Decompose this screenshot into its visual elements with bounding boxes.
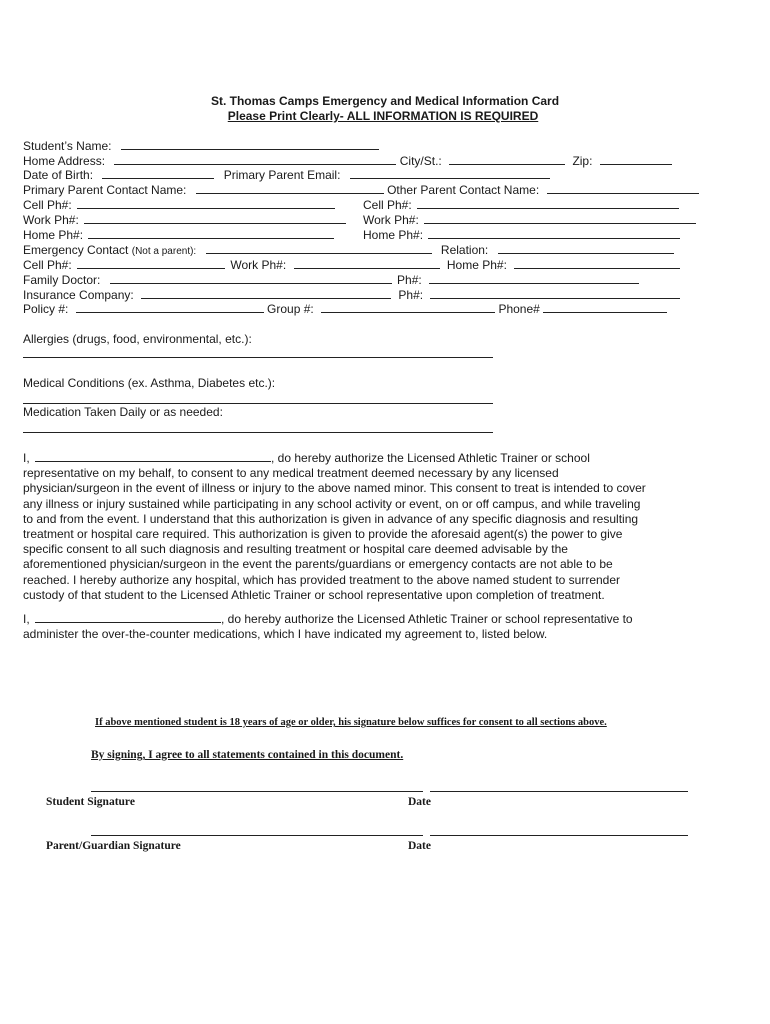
consent-line-9: reached. I hereby authorize any hospital, which has provided treatment to the above named student to surrender: [23, 572, 621, 587]
medication-field[interactable]: [23, 432, 493, 433]
cell-row: [23, 197, 335, 213]
city-st-label: City/St.:: [399, 154, 442, 168]
home-address-label: Home Address:: [23, 154, 106, 168]
student-name-row: [23, 138, 379, 154]
doctor-ph-label: Ph#:: [397, 273, 422, 287]
work-row: [23, 212, 346, 228]
other-work-ph-field[interactable]: [424, 212, 696, 224]
zip-label: Zip:: [572, 154, 593, 168]
form-title: St. Thomas Camps Emergency and Medical Information Card: [210, 94, 560, 108]
primary-contact-label: Primary Parent Contact Name:: [23, 183, 187, 197]
form-subtitle-text: Please Print Clearly- ALL INFORMATION IS REQUIRED: [227, 109, 539, 123]
conditions-label: Medical Conditions (ex. Asthma, Diabetes etc.):: [23, 376, 276, 390]
student-date-label: Date: [408, 796, 431, 808]
other-work-ph-label: Work Ph#:: [363, 213, 419, 227]
other-work-row: [363, 212, 696, 228]
consent-prefix: I,: [23, 451, 30, 465]
student-name-field[interactable]: [121, 138, 379, 150]
home-ph-label: Home Ph#:: [23, 228, 84, 242]
home-ph-field[interactable]: [88, 227, 334, 239]
otc-line-1: , do hereby authorize the Licensed Athletic Trainer or school representative to: [221, 612, 633, 626]
cell-ph-field[interactable]: [77, 197, 335, 209]
otc-name-field[interactable]: [35, 611, 221, 623]
consent-line-2: representative on my behalf, to consent to any medical treatment deemed necessary by any licensed: [23, 466, 559, 481]
emergency-cell-field[interactable]: [77, 257, 225, 269]
other-home-ph-label: Home Ph#:: [363, 228, 424, 242]
dob-row: [23, 167, 550, 183]
primary-email-label: Primary Parent Email:: [223, 168, 341, 182]
work-ph-label: Work Ph#:: [23, 213, 79, 227]
parent-signature-line[interactable]: [91, 835, 423, 836]
parent-signature-label: Parent/Guardian Signature: [46, 840, 181, 852]
consent-line-7: specific consent to all such diagnosis and resulting treatment or hospital care deemed advisable by the: [23, 542, 568, 557]
consent-line-1: , do hereby authorize the Licensed Athletic Trainer or school: [271, 451, 590, 465]
policy-label: Policy #:: [23, 302, 69, 316]
consent-line-3: physician/surgeon in the event of illness or injury to the above named minor. This consent to treat is intended to cover: [23, 481, 646, 496]
emergency-contact-label: Emergency Contact: [23, 243, 129, 257]
other-cell-row: [363, 197, 679, 213]
consent-line-6: treatment or hospital care required. This authorization is given to provide the aforesaid agent(s) the power to give: [23, 527, 623, 542]
insurance-ph-field[interactable]: [430, 287, 680, 299]
consent-line-10: custody of that student to the Licensed Athletic Trainer or school representative upon completion of treatment.: [23, 587, 605, 602]
other-contact-field[interactable]: [547, 182, 699, 194]
parent-date-line[interactable]: [430, 835, 688, 836]
consent-paragraph: [23, 450, 688, 603]
doctor-ph-field[interactable]: [429, 272, 639, 284]
conditions-field[interactable]: [23, 403, 493, 404]
group-label: Group #:: [267, 302, 314, 316]
other-cell-ph-field[interactable]: [417, 197, 679, 209]
primary-email-field[interactable]: [350, 167, 550, 179]
student-signature-label: Student Signature: [46, 796, 135, 808]
relation-field[interactable]: [498, 242, 674, 254]
not-parent-note: (Not a parent):: [131, 246, 197, 257]
consent-first-line: [23, 450, 688, 466]
primary-contact-row: [23, 182, 699, 198]
otc-prefix: I,: [23, 612, 30, 626]
consent-line-8: aforementioned physician/surgeon in the event the parents/guardians or emergency contacts are not able to be: [23, 557, 613, 572]
emergency-contact-field[interactable]: [206, 242, 432, 254]
primary-contact-field[interactable]: [196, 182, 384, 194]
cell-ph-label: Cell Ph#:: [23, 198, 72, 212]
work-ph-field[interactable]: [84, 212, 346, 224]
otc-consent-paragraph: [23, 611, 688, 642]
phone-field[interactable]: [543, 301, 667, 313]
relation-label: Relation:: [440, 243, 489, 257]
emergency-cell-label: Cell Ph#:: [23, 258, 72, 272]
allergies-field[interactable]: [23, 357, 493, 358]
emergency-home-label: Home Ph#:: [446, 258, 507, 272]
home-address-field[interactable]: [114, 153, 396, 165]
dob-label: Date of Birth:: [23, 168, 94, 182]
student-date-line[interactable]: [430, 791, 688, 792]
phone-label: Phone#: [498, 302, 540, 316]
consent-line-4: any illness or injury sustained while participating in any school activity or event, on or off campus, and while traveling: [23, 496, 641, 511]
dob-field[interactable]: [102, 167, 214, 179]
medication-label: Medication Taken Daily or as needed:: [23, 405, 223, 419]
parent-date-label: Date: [408, 840, 431, 852]
zip-field[interactable]: [600, 153, 672, 165]
student-name-label: Student’s Name:: [23, 139, 112, 153]
home-ph-row: [23, 227, 334, 243]
age-note: If above mentioned student is 18 years of age or older, his signature below suffices for consent to all sections above.: [95, 717, 607, 728]
agree-statement: By signing, I agree to all statements contained in this document.: [91, 749, 404, 761]
allergies-label: Allergies (drugs, food, environmental, etc.):: [23, 332, 252, 346]
emergency-home-field[interactable]: [514, 257, 680, 269]
insurance-ph-label: Ph#:: [398, 288, 424, 302]
other-cell-ph-label: Cell Ph#:: [363, 198, 412, 212]
otc-line-2: administer the over-the-counter medications, which I have indicated my agreement to, listed below.: [23, 627, 548, 642]
form-subtitle: [0, 109, 770, 123]
insurance-field[interactable]: [141, 287, 391, 299]
group-field[interactable]: [321, 301, 495, 313]
insurance-label: Insurance Company:: [23, 288, 134, 302]
student-signature-line[interactable]: [91, 791, 423, 792]
otc-first-line: [23, 611, 688, 627]
city-st-field[interactable]: [449, 153, 565, 165]
consent-name-field[interactable]: [35, 450, 271, 462]
other-home-ph-row: [363, 227, 680, 243]
consent-line-5: to and from the event. I understand that this authorization is given in advance of any specific diagnosis and resulting: [23, 511, 639, 526]
emergency-work-field[interactable]: [294, 257, 440, 269]
other-contact-label: Other Parent Contact Name:: [387, 183, 540, 197]
family-doctor-field[interactable]: [110, 272, 392, 284]
emergency-work-label: Work Ph#:: [230, 258, 287, 272]
family-doctor-row: [23, 272, 639, 288]
policy-row: [23, 301, 667, 317]
family-doctor-label: Family Doctor:: [23, 273, 101, 287]
policy-field[interactable]: [76, 301, 264, 313]
emergency-phones-row: [23, 257, 680, 273]
other-home-ph-field[interactable]: [428, 227, 680, 239]
